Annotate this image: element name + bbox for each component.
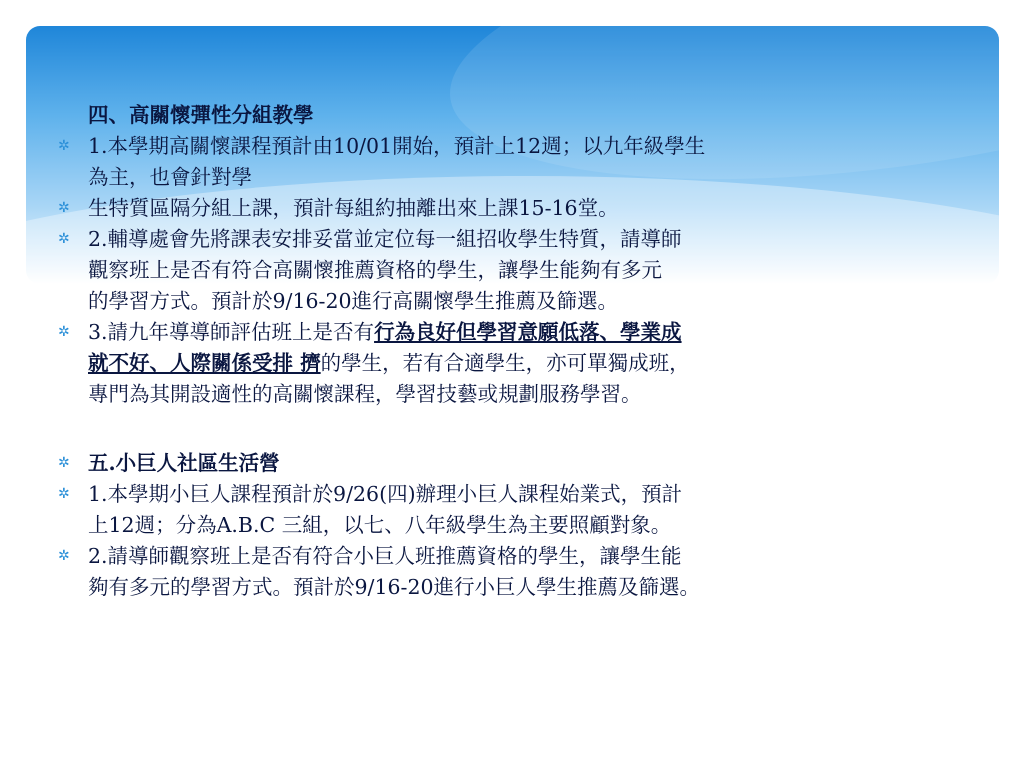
bullet-item [58, 448, 988, 479]
spacer [58, 410, 988, 448]
bullet-item [58, 317, 988, 410]
bullet-text-plain: 的學生，若有合適學生，亦可單獨成班， [320, 351, 690, 375]
bullet-text: 1.本學期小巨人課程預計於9/26(四)辦理小巨人課程始業式，預計 [88, 482, 683, 506]
bullet-icon: ✲ [58, 455, 70, 471]
bullet-item [58, 541, 988, 603]
bullet-text [88, 348, 988, 379]
emphasis-text: 就不好、人際關係受排 擠 [88, 351, 321, 375]
emphasis-text: 行為良好但學習意願低落、學業成 [374, 320, 682, 344]
bullet-text: 專門為其開設適性的高關懷課程，學習技藝或規劃服務學習。 [88, 382, 642, 406]
bullet-item [58, 193, 988, 224]
bullet-text: 1.本學期高關懷課程預計由10/01開始，預計上12週；以九年級學生 [88, 134, 706, 158]
bullet-item [58, 131, 988, 193]
section-title-text: 四、高關懷彈性分組教學 [88, 103, 314, 127]
bullet-text: 生特質區隔分組上課，預計每組約抽離出來上課15-16堂。 [88, 196, 619, 220]
section-title [58, 100, 988, 131]
bullet-text [88, 317, 988, 348]
bullet-text: 夠有多元的學習方式。預計於9/16-20進行小巨人學生推薦及篩選。 [88, 575, 701, 599]
slide-content [58, 100, 988, 603]
bullet-text-plain: 3.請九年導導師評估班上是否有 [88, 320, 375, 344]
bullet-text: 2.請導師觀察班上是否有符合小巨人班推薦資格的學生，讓學生能 [88, 544, 682, 568]
bullet-text: 2.輔導處會先將課表安排妥當並定位每一組招收學生特質，請導師 [88, 227, 682, 251]
bullet-icon: ✲ [58, 324, 70, 340]
bullet-text: 觀察班上是否有符合高關懷推薦資格的學生，讓學生能夠有多元 [88, 258, 662, 282]
bullet-item [58, 224, 988, 317]
bullet-icon: ✲ [58, 231, 70, 247]
bullet-icon: ✲ [58, 486, 70, 502]
section-heading: 五.小巨人社區生活營 [88, 451, 280, 475]
bullet-text: 為主，也會針對學 [88, 165, 252, 189]
bullet-item [58, 479, 988, 541]
bullet-text: 的學習方式。預計於9/16-20進行高關懷學生推薦及篩選。 [88, 289, 619, 313]
bullet-icon: ✲ [58, 548, 70, 564]
bullet-icon: ✲ [58, 200, 70, 216]
bullet-text: 上12週；分為A.B.C 三組，以七、八年級學生為主要照顧對象。 [88, 513, 672, 537]
bullet-icon: ✲ [58, 138, 70, 154]
